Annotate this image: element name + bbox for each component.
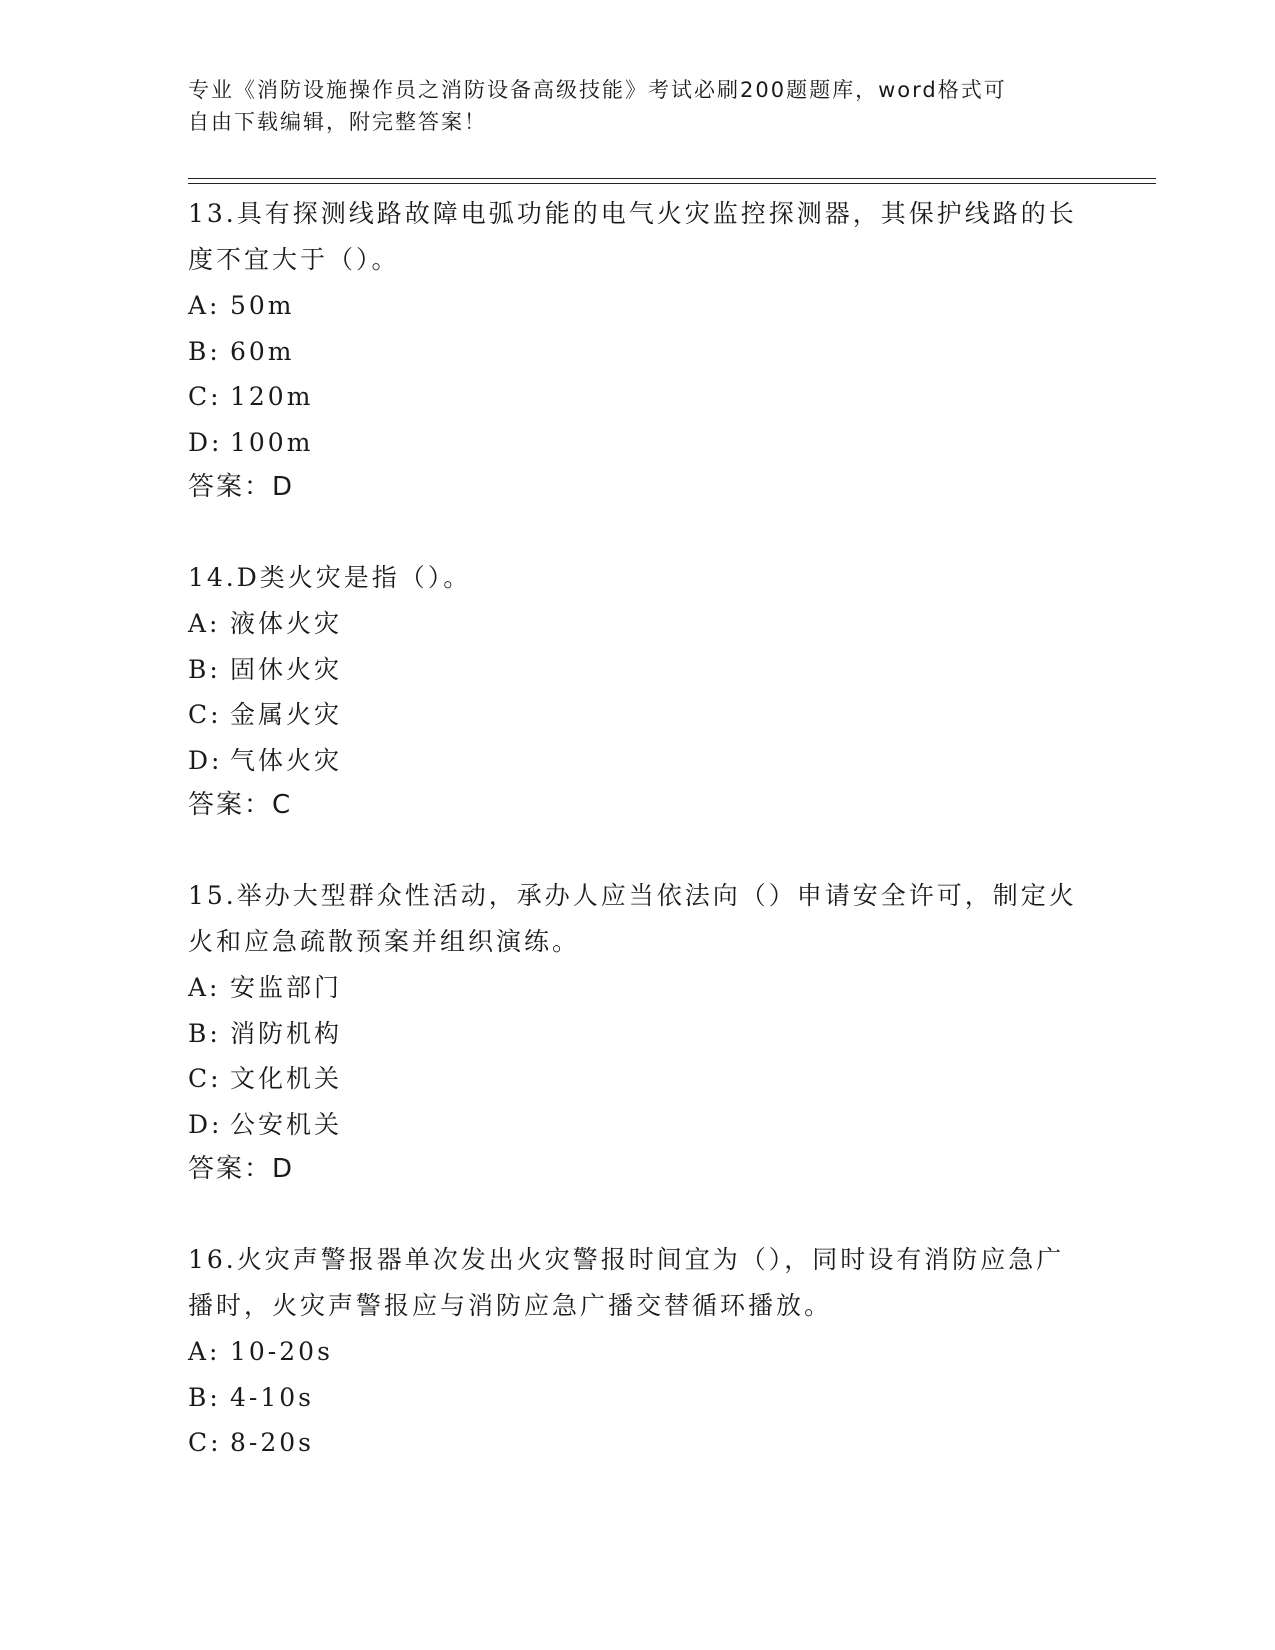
option-label: A: — [188, 291, 221, 320]
option-a — [188, 283, 1088, 329]
option-text: 固休火灾 — [230, 654, 343, 684]
option-label: B: — [188, 1018, 221, 1048]
option-label: C: — [188, 1064, 222, 1093]
header-divider-bottom — [188, 183, 1156, 184]
option-label: C: — [188, 382, 222, 411]
question-14 — [188, 555, 1088, 828]
header-line-1: 专业《消防设施操作员之消防设备高级技能》考试必刷200题题库，word格式可 — [188, 78, 1007, 102]
question-15 — [188, 873, 1088, 1192]
option-label: C: — [188, 700, 222, 729]
option-text: 公安机关 — [230, 1109, 343, 1139]
option-label: D: — [188, 1109, 223, 1139]
option-b — [188, 647, 1088, 693]
question-text: 14.D类火灾是指（）。 — [188, 563, 472, 592]
option-text: 100m — [230, 427, 314, 457]
option-text: 安监部门 — [230, 973, 343, 1002]
option-label: A: — [188, 973, 221, 1002]
header-divider-top — [188, 178, 1156, 179]
option-label: D: — [188, 745, 223, 775]
option-d — [188, 1102, 1088, 1148]
option-b — [188, 1011, 1088, 1057]
option-text: 气体火灾 — [230, 745, 343, 775]
option-a — [188, 1329, 1088, 1375]
option-label: B: — [188, 336, 221, 366]
question-16 — [188, 1237, 1088, 1466]
option-text: 液体火灾 — [230, 609, 343, 638]
answer: 答案：D — [188, 1154, 295, 1184]
option-label: B: — [188, 654, 221, 684]
option-text: 文化机关 — [230, 1064, 343, 1093]
option-c — [188, 692, 1088, 738]
question-list — [188, 191, 1088, 1511]
option-d — [188, 738, 1088, 784]
option-c — [188, 374, 1088, 420]
question-text: 13.具有探测线路故障电弧功能的电气火灾监控探测器，其保护线路的长度不宜大于（）。 — [188, 199, 1077, 274]
option-text: 消防机构 — [230, 1018, 343, 1048]
option-label: A: — [188, 609, 221, 638]
option-text: 8-20s — [230, 1428, 314, 1457]
option-text: 4-10s — [230, 1382, 314, 1412]
option-c — [188, 1420, 1088, 1466]
answer: 答案：C — [188, 790, 293, 820]
answer: 答案：D — [188, 472, 295, 502]
option-text: 120m — [230, 382, 314, 411]
question-text: 16.火灾声警报器单次发出火灾警报时间宜为（），同时设有消防应急广播时，火灾声警报应与消防应急广播交替循环播放。 — [188, 1245, 1065, 1320]
option-a — [188, 965, 1088, 1011]
option-label: C: — [188, 1428, 222, 1457]
question-text: 15.举办大型群众性活动，承办人应当依法向（）申请安全许可，制定火火和应急疏散预案并组织演练。 — [188, 881, 1077, 956]
option-text: 60m — [230, 336, 295, 366]
option-label: A: — [188, 1337, 221, 1366]
option-label: D: — [188, 427, 223, 457]
option-a — [188, 601, 1088, 647]
option-b — [188, 1375, 1088, 1421]
option-c — [188, 1056, 1088, 1102]
option-d — [188, 420, 1088, 466]
document-header — [188, 74, 1068, 138]
option-text: 50m — [230, 291, 295, 320]
option-text: 金属火灾 — [230, 700, 343, 729]
question-13 — [188, 191, 1088, 510]
header-line-2: 自由下载编辑，附完整答案！ — [188, 110, 487, 134]
option-text: 10-20s — [230, 1337, 333, 1366]
option-label: B: — [188, 1382, 221, 1412]
option-b — [188, 329, 1088, 375]
